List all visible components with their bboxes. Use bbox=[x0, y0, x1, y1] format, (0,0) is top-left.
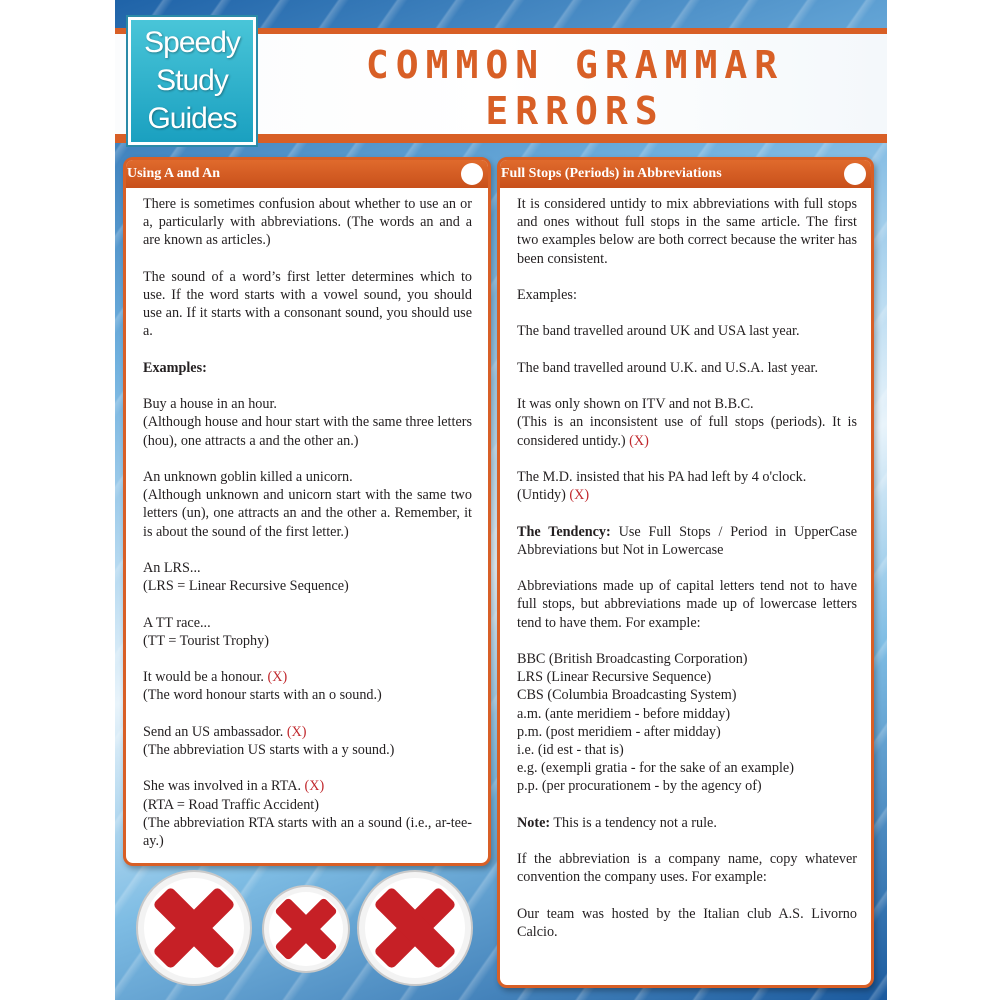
panel-using-a-and-an bbox=[123, 157, 491, 866]
example-sentence: It was only shown on ITV and not B.B.C. bbox=[517, 396, 754, 413]
red-x-icon bbox=[134, 868, 254, 988]
example-explanation-text: (Untidy) bbox=[517, 487, 566, 504]
example-block bbox=[517, 395, 857, 450]
example-sentence: The band travelled around UK and USA last year. bbox=[517, 323, 800, 340]
example-explanation: (The abbreviation US starts with a y sound.) bbox=[143, 741, 395, 758]
abbreviation-list bbox=[517, 650, 857, 796]
note-text: This is a tendency not a rule. bbox=[553, 814, 717, 831]
example-block bbox=[143, 614, 472, 650]
page-title bbox=[275, 42, 875, 134]
example-block bbox=[143, 723, 472, 759]
tendency-paragraph bbox=[517, 523, 857, 559]
example-sentence-text: It would be a honour. bbox=[143, 669, 264, 686]
abbreviation-item: a.m. (ante meridiem - before midday) bbox=[517, 705, 731, 722]
incorrect-mark: (X) bbox=[286, 723, 307, 740]
company-paragraph: If the abbreviation is a company name, copy whatever convention the company uses. For example: bbox=[517, 851, 857, 886]
example-block bbox=[143, 559, 472, 595]
example-explanation: (The abbreviation RTA starts with an a sound (i.e., ar-tee-ay.) bbox=[143, 814, 472, 849]
logo-line-2: Study bbox=[156, 64, 228, 97]
example-sentence: A TT race... bbox=[143, 614, 211, 631]
example-block bbox=[143, 668, 472, 704]
example-block bbox=[143, 395, 472, 450]
panel-heading-text: Full Stops (Periods) in Abbreviations bbox=[501, 166, 722, 181]
incorrect-mark: (X) bbox=[304, 778, 325, 795]
example-sentence: An LRS... bbox=[143, 559, 201, 576]
example-explanation bbox=[517, 413, 857, 449]
example-block bbox=[517, 468, 857, 504]
example-sentence bbox=[143, 777, 472, 795]
title-line-1: COMMON GRAMMAR bbox=[365, 43, 785, 87]
tendency-text: Use Full Stops / Period in UpperCase Abbreviations but Not in Lowercase bbox=[517, 523, 858, 558]
team-paragraph: Our team was hosted by the Italian club A.S. Livorno Calcio. bbox=[517, 905, 857, 940]
example-block bbox=[143, 777, 472, 850]
example-sentence-text: She was involved in a RTA. bbox=[143, 778, 301, 795]
abbreviation-item: LRS (Linear Recursive Sequence) bbox=[517, 669, 712, 686]
intro-paragraph: There is sometimes confusion about whether to use an or a, particularly with abbreviations. (The words an and a are known as articles.) bbox=[143, 196, 472, 249]
panel-full-stops-in-abbreviations bbox=[497, 157, 874, 988]
example-sentence bbox=[143, 668, 472, 686]
logo-line-1: Speedy bbox=[144, 26, 240, 59]
example-explanation: (Although unknown and unicorn start with the same two letters (un), one attracts an and the other a. Remember, it is about the sound of the first letter.) bbox=[143, 487, 472, 540]
example-block bbox=[143, 468, 472, 541]
speedy-study-guides-logo bbox=[128, 17, 256, 145]
incorrect-mark: (X) bbox=[569, 487, 590, 504]
panel-dot-icon bbox=[461, 163, 483, 185]
example-sentence bbox=[143, 723, 472, 741]
example-sentence: An unknown goblin killed a unicorn. bbox=[143, 468, 353, 485]
rule-paragraph: The sound of a word’s first letter determines which to use. If the word starts with a vowel sound, you should use an. If it starts with a consonant sound, you should use a. bbox=[143, 268, 472, 340]
example-explanation bbox=[517, 486, 857, 504]
red-x-icon bbox=[355, 868, 475, 988]
panel-heading-text: Using A and An bbox=[127, 166, 220, 181]
abbreviation-item: e.g. (exempli gratia - for the sake of an example) bbox=[517, 760, 794, 777]
panel-heading bbox=[126, 160, 488, 188]
abbreviation-item: i.e. (id est - that is) bbox=[517, 741, 624, 758]
incorrect-mark: (X) bbox=[267, 669, 288, 686]
panel-body bbox=[126, 188, 488, 850]
example-explanation: (Although house and hour start with the same three letters (hou), one attracts a and the other an.) bbox=[143, 414, 472, 449]
red-x-icon bbox=[261, 884, 351, 974]
example-explanation: (The word honour starts with an o sound.) bbox=[143, 687, 382, 704]
example-explanation: (RTA = Road Traffic Accident) bbox=[143, 796, 319, 813]
abbreviation-item: CBS (Columbia Broadcasting System) bbox=[517, 687, 737, 704]
logo-line-3: Guides bbox=[147, 102, 237, 135]
panel-heading bbox=[500, 160, 871, 188]
example-sentence-text: Send an US ambassador. bbox=[143, 723, 284, 740]
example-explanation: (LRS = Linear Recursive Sequence) bbox=[143, 578, 349, 595]
abbreviation-item: p.p. (per procurationem - by the agency of) bbox=[517, 778, 762, 795]
book-cover bbox=[115, 0, 887, 1000]
abbreviation-item: p.m. (post meridiem - after midday) bbox=[517, 723, 721, 740]
examples-label: Examples: bbox=[517, 287, 577, 303]
examples-label-text: Examples: bbox=[143, 359, 207, 376]
panel-body bbox=[500, 188, 871, 941]
caps-paragraph: Abbreviations made up of capital letters tend not to have full stops, but abbreviations made up of lowercase letters tend to have them. For example: bbox=[517, 578, 857, 631]
panel-dot-icon bbox=[844, 163, 866, 185]
note-label: Note: bbox=[517, 814, 551, 831]
example-explanation-text: (This is an inconsistent use of full stops (periods). It is considered untidy.) bbox=[517, 414, 857, 449]
example-sentence: The M.D. insisted that his PA had left by 4 o'clock. bbox=[517, 468, 807, 485]
example-sentence: Buy a house in an hour. bbox=[143, 396, 277, 413]
incorrect-mark: (X) bbox=[629, 432, 649, 449]
intro-paragraph: It is considered untidy to mix abbreviations with full stops and ones without full stops in the same article. The first two examples below are both correct because the writer has been consistent. bbox=[517, 196, 857, 267]
abbreviation-item: BBC (British Broadcasting Corporation) bbox=[517, 650, 748, 667]
tendency-label: The Tendency: bbox=[517, 523, 611, 540]
example-sentence: The band travelled around U.K. and U.S.A. last year. bbox=[517, 359, 819, 376]
example-explanation: (TT = Tourist Trophy) bbox=[143, 632, 269, 649]
note-paragraph bbox=[517, 814, 857, 832]
examples-label bbox=[143, 359, 472, 377]
title-line-2: ERRORS bbox=[485, 89, 665, 133]
